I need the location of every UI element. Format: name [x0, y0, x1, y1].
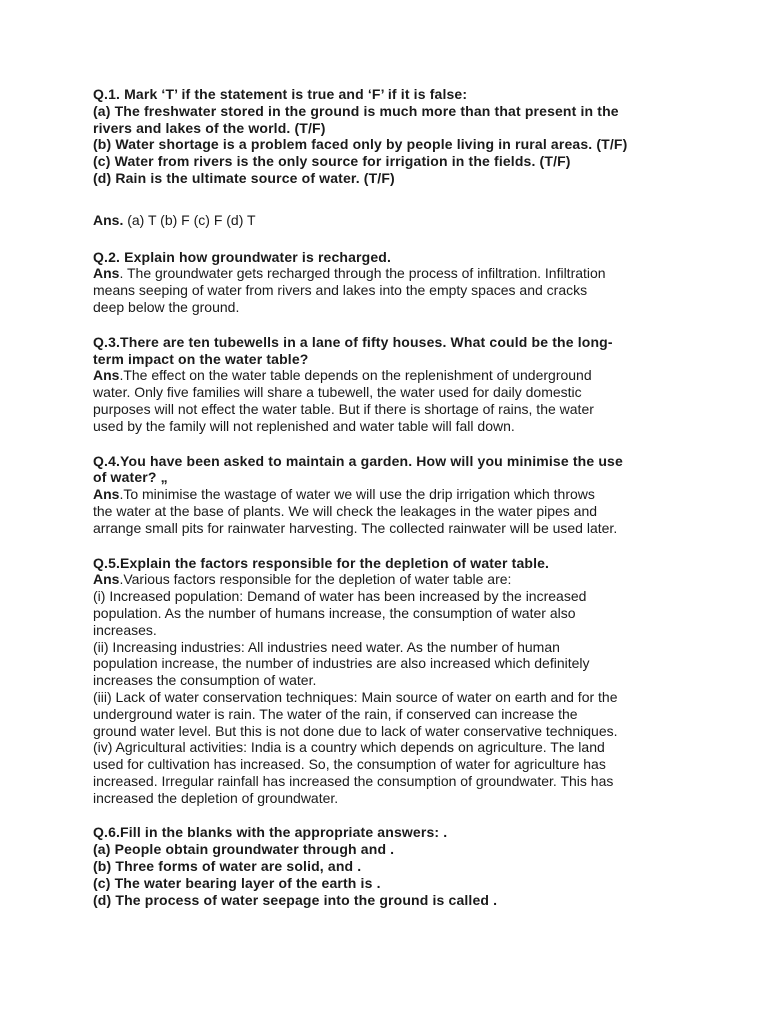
answer-1-label: Ans.: [93, 211, 124, 228]
question-1: [93, 86, 693, 187]
answer-2-line2: means seeping of water from rivers and lakes into the empty spaces and cracks: [93, 282, 588, 299]
question-3: [93, 334, 693, 435]
answer-4-line2: the water at the base of plants. We will check the leakages in the water pipes and: [93, 502, 598, 519]
answer-2-line1: . The groundwater gets recharged through the process of infiltration. Infiltration: [119, 265, 606, 282]
answer-5-para-line: increased the depletion of groundwater.: [93, 789, 339, 806]
answer-5-para-line: population. As the number of humans increase, the consumption of water also: [93, 604, 576, 621]
question-3-line1: Q.3.There are ten tubewells in a lane of fifty houses. What could be the long-: [93, 333, 613, 350]
answer-2-line3: deep below the ground.: [93, 298, 240, 315]
document-content: [93, 86, 693, 926]
answer-3-line3: purposes will not effect the water table. But if there is shortage of rains, the water: [93, 400, 594, 417]
answer-5-para-line: (iv) Agricultural activities: India is a country which depends on agriculture. The land: [93, 739, 605, 756]
answer-4-line3: arrange small pits for rainwater harvesting. The collected rainwater will be used later.: [93, 519, 618, 536]
question-1-d: (d) Rain is the ultimate source of water. (T/F): [93, 169, 395, 186]
question-5: [93, 555, 693, 807]
question-1-b: (b) Water shortage is a problem faced only by people living in rural areas. (T/F): [93, 136, 628, 153]
answer-5-para-line: (iii) Lack of water conservation techniques: Main source of water on earth and for the: [93, 688, 618, 705]
question-4: [93, 453, 693, 537]
question-6-b: (b) Three forms of water are solid, and .: [93, 858, 362, 875]
answer-5-para-line: used for cultivation has increased. So, the consumption of water for agriculture has: [93, 756, 606, 773]
question-1-text: Q.1. Mark ‘T’ if the statement is true and ‘F’ if it is false:: [93, 86, 468, 102]
answer-3-line1: .The effect on the water table depends on the replenishment of underground: [119, 367, 592, 384]
answer-5-para-line: increased. Irregular rainfall has increased the consumption of groundwater. This has: [93, 772, 614, 789]
question-4-line1: Q.4.You have been asked to maintain a garden. How will you minimise the use: [93, 452, 623, 469]
answer-5-para-line: increases.: [93, 621, 157, 638]
answer-5-para-line: increases the consumption of water.: [93, 672, 317, 689]
answer-3-line2: water. Only five families will share a tubewell, the water used for daily domestic: [93, 384, 582, 401]
question-1-c: (c) Water from rivers is the only source for irrigation in the fields. (T/F): [93, 153, 571, 170]
question-6-text: Q.6.Fill in the blanks with the appropriate answers: .: [93, 824, 448, 841]
answer-3-line4: used by the family will not replenished and water table will fall down.: [93, 417, 515, 434]
question-1-a-line2: rivers and lakes of the world. (T/F): [93, 119, 326, 136]
answer-5-para-line: underground water is rain. The water of the rain, if conserved can increase the: [93, 705, 578, 722]
answer-1: [93, 212, 693, 229]
question-6-c: (c) The water bearing layer of the earth is .: [93, 874, 381, 891]
question-6-a: (a) People obtain groundwater through and .: [93, 841, 395, 858]
question-2-text: Q.2. Explain how groundwater is recharged.: [93, 248, 392, 265]
answer-5-line1: .Various factors responsible for the depletion of water table are:: [119, 571, 512, 588]
answer-5-label: Ans: [93, 571, 120, 588]
answer-1-text: (a) T (b) F (c) F (d) T: [123, 211, 256, 228]
answer-4-line1: .To minimise the wastage of water we will use the drip irrigation which throws: [119, 486, 595, 503]
question-2: [93, 249, 693, 316]
question-5-text: Q.5.Explain the factors responsible for the depletion of water table.: [93, 554, 550, 571]
question-1-a-line1: (a) The freshwater stored in the ground is much more than that present in the: [93, 102, 619, 119]
answer-5-para-line: (i) Increased population: Demand of water has been increased by the increased: [93, 588, 587, 605]
answer-5-para-line: ground water level. But this is not done due to lack of water conservative techniques.: [93, 722, 618, 739]
question-6: [93, 824, 693, 908]
answer-5-para-line: population increase, the number of industries are also increased which definitely: [93, 655, 590, 672]
answer-4-label: Ans: [93, 486, 120, 503]
question-4-line2: of water? „: [93, 469, 168, 486]
question-6-d: (d) The process of water seepage into the ground is called .: [93, 891, 498, 908]
answer-3-label: Ans: [93, 367, 120, 384]
answer-2-label: Ans: [93, 265, 120, 282]
answer-5-para-line: (ii) Increasing industries: All industries need water. As the number of human: [93, 638, 560, 655]
question-3-line2: term impact on the water table?: [93, 350, 309, 367]
